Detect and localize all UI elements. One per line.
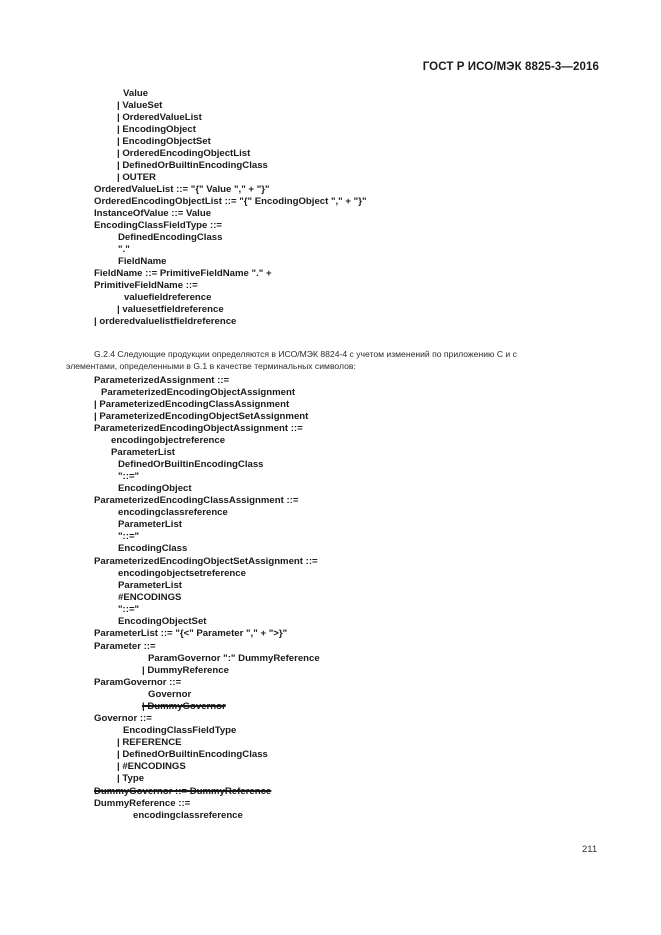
grammar-line: | EncodingObject bbox=[117, 124, 196, 135]
grammar-line: | ParameterizedEncodingClassAssignment bbox=[94, 399, 290, 410]
grammar-line: | EncodingObjectSet bbox=[117, 136, 211, 147]
grammar-line: encodingclassreference bbox=[118, 507, 228, 518]
grammar-line-deleted: | DummyGovernor bbox=[142, 701, 226, 712]
grammar-line: FieldName ::= PrimitiveFieldName "." + bbox=[94, 268, 272, 279]
grammar-line: EncodingObjectSet bbox=[118, 616, 207, 627]
grammar-line: | DummyReference bbox=[142, 665, 229, 676]
grammar-line: | orderedvaluelistfieldreference bbox=[94, 316, 237, 327]
grammar-line: valuefieldreference bbox=[124, 292, 212, 303]
grammar-line: Governor bbox=[148, 689, 192, 700]
grammar-line: DefinedOrBuiltinEncodingClass bbox=[118, 459, 264, 470]
grammar-line: InstanceOfValue ::= Value bbox=[94, 208, 212, 219]
grammar-line: "::=" bbox=[118, 604, 140, 615]
grammar-line: ParamGovernor ::= bbox=[94, 677, 182, 688]
grammar-line: Parameter ::= bbox=[94, 641, 156, 652]
grammar-line: encodingobjectsetreference bbox=[118, 568, 246, 579]
grammar-line: Value bbox=[123, 88, 149, 99]
grammar-line: ParamGovernor ":" DummyReference bbox=[148, 653, 320, 664]
grammar-line: ParameterList ::= "{<" Parameter "," + ">}" bbox=[94, 628, 288, 639]
grammar-line: FieldName bbox=[118, 256, 167, 267]
grammar-line: | OrderedEncodingObjectList bbox=[117, 148, 251, 159]
grammar-line: | DefinedOrBuiltinEncodingClass bbox=[117, 749, 268, 760]
grammar-line: ParameterList bbox=[118, 580, 182, 591]
grammar-line: ParameterizedEncodingClassAssignment ::= bbox=[94, 495, 299, 506]
grammar-line: | Type bbox=[117, 773, 145, 784]
paragraph-line-1: G.2.4 Следующие продукции определяются в ИСО/МЭК 8824-4 с учетом изменений по приложению С и с bbox=[94, 349, 517, 359]
grammar-line-deleted: DummyGovernor ::= DummyReference bbox=[94, 786, 272, 797]
grammar-line: | OrderedValueList bbox=[117, 112, 202, 123]
grammar-line: EncodingClassFieldType bbox=[123, 725, 237, 736]
grammar-line: DummyReference ::= bbox=[94, 798, 191, 809]
grammar-line: ParameterList bbox=[118, 519, 182, 530]
grammar-line: | OUTER bbox=[117, 172, 156, 183]
grammar-line: "." bbox=[118, 244, 130, 255]
grammar-line: ParameterizedEncodingObjectAssignment ::= bbox=[94, 423, 303, 434]
grammar-line: ParameterList bbox=[111, 447, 175, 458]
grammar-line: | valuesetfieldreference bbox=[117, 304, 224, 315]
grammar-line: ParameterizedEncodingObjectSetAssignment ::= bbox=[94, 556, 318, 567]
grammar-line: PrimitiveFieldName ::= bbox=[94, 280, 198, 291]
grammar-line: ParameterizedAssignment ::= bbox=[94, 375, 230, 386]
grammar-line: EncodingClass bbox=[118, 543, 188, 554]
grammar-line: | ParameterizedEncodingObjectSetAssignment bbox=[94, 411, 309, 422]
paragraph-line-2: элементами, определенными в G.1 в качестве терминальных символов: bbox=[66, 361, 356, 371]
grammar-line: | ValueSet bbox=[117, 100, 163, 111]
grammar-line: encodingobjectreference bbox=[111, 435, 226, 446]
grammar-line: | #ENCODINGS bbox=[117, 761, 186, 772]
grammar-line: EncodingObject bbox=[118, 483, 192, 494]
grammar-line: DefinedEncodingClass bbox=[118, 232, 223, 243]
section-paragraph-g24 bbox=[66, 348, 596, 372]
grammar-line: encodingclassreference bbox=[133, 810, 243, 821]
page-number: 211 bbox=[582, 844, 598, 855]
grammar-line: "::=" bbox=[118, 471, 140, 482]
grammar-line: | DefinedOrBuiltinEncodingClass bbox=[117, 160, 268, 171]
grammar-line: Governor ::= bbox=[94, 713, 152, 724]
grammar-line: OrderedValueList ::= "{" Value "," + "}" bbox=[94, 184, 270, 195]
grammar-line: | REFERENCE bbox=[117, 737, 182, 748]
grammar-line: #ENCODINGS bbox=[118, 592, 182, 603]
document-header-title: ГОСТ Р ИСО/МЭК 8825-3—2016 bbox=[422, 61, 599, 73]
grammar-line: ParameterizedEncodingObjectAssignment bbox=[101, 387, 296, 398]
grammar-line: OrderedEncodingObjectList ::= "{" EncodingObject "," + "}" bbox=[94, 196, 367, 207]
grammar-line: "::=" bbox=[118, 531, 140, 542]
grammar-line: EncodingClassFieldType ::= bbox=[94, 220, 223, 231]
